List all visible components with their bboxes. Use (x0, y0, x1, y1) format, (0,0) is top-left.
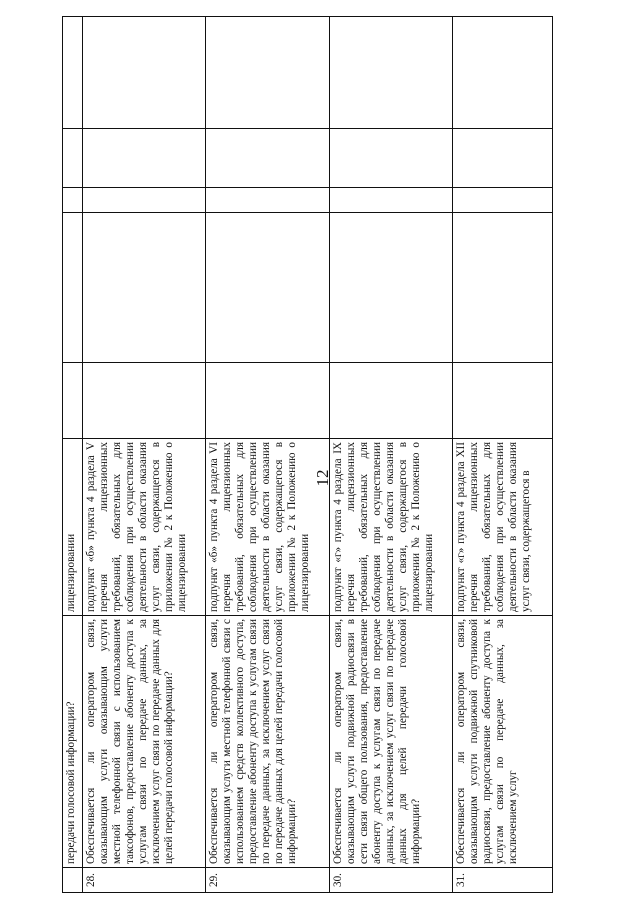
question-cell: Обеспечивается ли оператором связи, оказывающим услуги местной телефонной связи с использованием средств коллективного доступа, предоставление абоненту доступа к услугам связи по передаче данных, за исключением услуг связи по передаче данных для целей передачи голосовой информации? (206, 616, 330, 868)
empty-cell (453, 129, 553, 188)
empty-cell (453, 363, 553, 439)
row-number: 29. (206, 868, 330, 893)
page-number: 12 (313, 469, 332, 487)
table-row (83, 17, 206, 893)
empty-cell (206, 213, 330, 363)
rotated-checklist-table (62, 17, 555, 893)
empty-cell (330, 188, 453, 213)
empty-cell (330, 363, 453, 439)
empty-cell (63, 129, 83, 188)
empty-cell (83, 129, 206, 188)
checklist-table (62, 16, 553, 893)
continuation-row (63, 17, 83, 893)
empty-cell (83, 188, 206, 213)
empty-cell (330, 129, 453, 188)
question-cell: Обеспечивается ли оператором связи, оказывающим услуги оказывающим услуги местной телефонной связи с использованием таксофонов, предоставление абоненту доступа к услугам связи по передаче данных, за исключением услуг связи по передаче данных для целей передачи голосовой информации? (83, 616, 206, 868)
table-row (330, 17, 453, 893)
requirement-cell: подпункт «г» пункта 4 раздела XII перечня лицензионных требований, обязательных для соблюдения при осуществлении деятельности в области оказания услуг связи, содержащегося в (453, 439, 553, 616)
row-number: 31. (453, 868, 553, 893)
empty-cell (83, 213, 206, 363)
row-number: 30. (330, 868, 453, 893)
empty-cell (206, 363, 330, 439)
num-cell (63, 868, 83, 893)
empty-cell (83, 363, 206, 439)
empty-cell (206, 129, 330, 188)
row-number: 28. (83, 868, 206, 893)
question-cell: Обеспечивается ли оператором связи, оказывающим услуги подвижной спутниковой радиосвязи, предоставление абоненту доступа к услугам связи по передаче данных, за исключением услуг (453, 616, 553, 868)
requirement-cell: подпункт «б» пункта 4 раздела V перечня лицензионных требований, обязательных для соблюдения при осуществлении деятельности в области оказания услуг связи, содержащегося в приложении № 2 к Положению о лицензировании (83, 439, 206, 616)
empty-cell (453, 17, 553, 129)
table-row (453, 17, 553, 893)
empty-cell (453, 213, 553, 363)
empty-cell (330, 213, 453, 363)
question-cell: Обеспечивается ли оператором связи, оказывающим услуги подвижной радиосвязи в сети связи общего пользования, предоставление абоненту доступа к услугам связи по передаче данных, за исключением услуг связи по передаче данных для целей передачи голосовой информации? (330, 616, 453, 868)
requirement-cell: подпункт «б» пункта 4 раздела VI перечня лицензионных требований, обязательных для соблюдения при осуществлении деятельности в области оказания услуг связи, содержащегося в приложении № 2 к Положению о лицензировании (206, 439, 330, 616)
empty-cell (83, 17, 206, 129)
empty-cell (206, 188, 330, 213)
empty-cell (330, 17, 453, 129)
empty-cell (453, 188, 553, 213)
empty-cell (63, 213, 83, 363)
requirement-cell: лицензировании (63, 439, 83, 616)
empty-cell (63, 17, 83, 129)
question-cell: передачи голосовой информации? (63, 616, 83, 868)
empty-cell (63, 363, 83, 439)
empty-cell (206, 17, 330, 129)
empty-cell (63, 188, 83, 213)
requirement-cell: подпункт «г» пункта 4 раздела IX перечня лицензионных требований, обязательных для соблюдения при осуществлении деятельности в области оказания услуг связи, содержащегося в приложении № 2 к Положению о лицензировании (330, 439, 453, 616)
table-row (206, 17, 330, 893)
